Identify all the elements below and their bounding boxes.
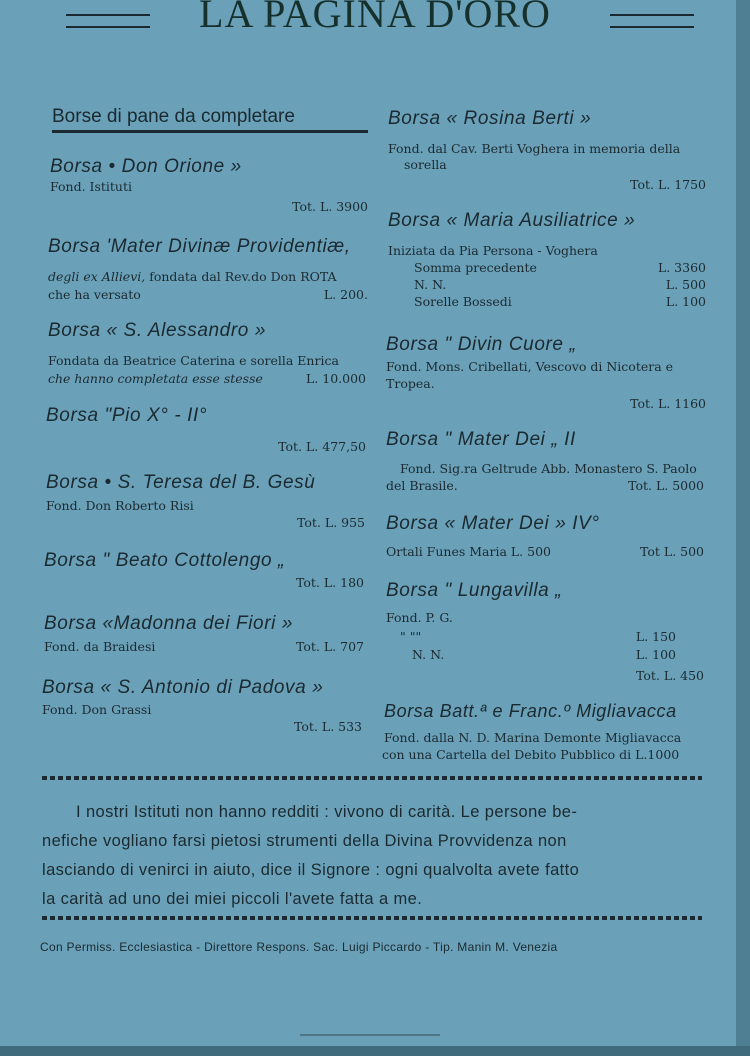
borsa-maria-ausiliatrice-row-label: Somma precedente (414, 260, 537, 275)
appeal-line: I nostri Istituti non hanno redditi : vivono di carità. Le persone be- (76, 803, 578, 821)
borsa-mater-dei-ii-total: Tot. L. 5000 (628, 478, 704, 493)
borsa-madonna-fiori-total: Tot. L. 707 (296, 639, 364, 654)
borsa-s-antonio-total: Tot. L. 533 (294, 719, 362, 734)
masthead (0, 0, 736, 44)
borsa-pio-x-total: Tot. L. 477,50 (278, 439, 366, 454)
borsa-cottolengo-total: Tot. L. 180 (296, 575, 364, 590)
borsa-madonna-fiori-title: Borsa «Madonna dei Fiori » (44, 613, 294, 634)
borsa-rosina-berti-title: Borsa « Rosina Berti » (388, 108, 592, 129)
printer-mark (300, 1034, 440, 1036)
borsa-lungavilla-line: Fond. P. G. (386, 610, 453, 625)
appeal-line: nefiche vogliano farsi pietosi strumenti della Divina Provvidenza non (42, 832, 567, 850)
borsa-maria-ausiliatrice-row-label: Sorelle Bossedi (414, 294, 512, 309)
borsa-s-alessandro-line2: che hanno completata esse stesse (48, 371, 263, 386)
borsa-s-alessandro-line1: Fondata da Beatrice Caterina e sorella Enrica (48, 353, 339, 368)
appeal-line: la carità ad uno dei miei piccoli l'avete fatta a me. (42, 890, 423, 908)
borsa-mater-dei-ii-line2: del Brasile. (386, 478, 458, 493)
ornamental-rule-top (42, 776, 702, 780)
page-bottom-edge (0, 1046, 750, 1056)
page-title: LA PAGINA D'ORO (199, 0, 551, 36)
borsa-rosina-berti-total: Tot. L. 1750 (630, 177, 706, 192)
borsa-maria-ausiliatrice-row-value: L. 3360 (657, 260, 706, 275)
section-heading: Borse di pane da completare (52, 106, 295, 127)
borsa-don-orione-title: Borsa • Don Orione » (50, 156, 242, 177)
borsa-mater-dei-ii-title: Borsa " Mater Dei „ II (386, 429, 576, 450)
borsa-s-teresa-total: Tot. L. 955 (297, 515, 365, 530)
borsa-divin-cuore-title: Borsa " Divin Cuore „ (386, 334, 577, 355)
borsa-lungavilla-title: Borsa " Lungavilla „ (386, 580, 563, 601)
borsa-maria-ausiliatrice-line: Iniziata da Pia Persona - Voghera (388, 243, 598, 258)
masthead-rule-left (66, 14, 150, 28)
borsa-lungavilla-value-2: L. 100 (635, 647, 676, 662)
borsa-lungavilla-value-1: L. 150 (635, 629, 676, 644)
borsa-mater-divinae-line2: che ha versato (48, 287, 141, 302)
borsa-pio-x-title: Borsa "Pio X° - II° (46, 405, 208, 426)
borsa-mater-divinae-donor: degli ex Allievi, (48, 269, 146, 284)
section-heading-underline (52, 130, 368, 133)
ornamental-rule-bottom (42, 916, 702, 920)
borsa-mater-dei-iv-line: Ortali Funes Maria L. 500 (386, 544, 551, 559)
borsa-divin-cuore-line2: Tropea. (386, 376, 435, 391)
borsa-s-antonio-line: Fond. Don Grassi (42, 702, 152, 717)
borsa-migliavacca-line1: Fond. dalla N. D. Marina Demonte Migliavacca (384, 730, 682, 745)
borsa-maria-ausiliatrice-row-label: N. N. (414, 277, 447, 292)
masthead-rule-right (610, 14, 694, 28)
borsa-mater-dei-ii-line1: Fond. Sig.ra Geltrude Abb. Monastero S. Paolo (400, 461, 697, 476)
borsa-rosina-berti-line2: sorella (404, 157, 447, 172)
borsa-s-antonio-title: Borsa « S. Antonio di Padova » (42, 677, 324, 698)
borsa-migliavacca-line2: con una Cartella del Debito Pubblico di L.1000 (382, 747, 680, 762)
borsa-maria-ausiliatrice-row-value: L. 500 (665, 277, 706, 292)
borsa-madonna-fiori-line: Fond. da Braidesi (44, 639, 156, 654)
imprint-footer: Con Permiss. Ecclesiastica - Direttore Respons. Sac. Luigi Piccardo - Tip. Manin M. Venezia (40, 940, 558, 954)
appeal-line: lasciando di venirci in aiuto, dice il Signore : ogni qualvolta avete fatto (42, 861, 580, 879)
borsa-mater-dei-iv-title: Borsa « Mater Dei » IV° (386, 513, 600, 534)
borsa-mater-divinae-title: Borsa 'Mater Divinæ Providentiæ, (48, 236, 351, 257)
borsa-don-orione-total: Tot. L. 3900 (292, 199, 368, 214)
borsa-lungavilla-nn: N. N. (412, 647, 445, 662)
borsa-lungavilla-total: Tot. L. 450 (636, 668, 704, 683)
borsa-cottolengo-title: Borsa " Beato Cottolengo „ (44, 550, 285, 571)
borsa-rosina-berti-line1: Fond. dal Cav. Berti Voghera in memoria della (388, 141, 681, 156)
borsa-mater-divinae-amount: L. 200. (323, 287, 368, 302)
borsa-migliavacca-title: Borsa Batt.ª e Franc.º Migliavacca (384, 701, 677, 721)
borsa-divin-cuore-line1: Fond. Mons. Cribellati, Vescovo di Nicotera e (386, 359, 674, 374)
borsa-s-alessandro-title: Borsa « S. Alessandro » (48, 320, 266, 341)
borsa-s-teresa-title: Borsa • S. Teresa del B. Gesù (46, 472, 316, 493)
borsa-don-orione-line: Fond. Istituti (50, 179, 132, 194)
borsa-maria-ausiliatrice-title: Borsa « Maria Ausiliatrice » (388, 210, 636, 231)
borsa-divin-cuore-total: Tot. L. 1160 (630, 396, 706, 411)
page-edge-shadow (736, 0, 750, 1056)
borsa-maria-ausiliatrice-row-value: L. 100 (665, 294, 706, 309)
borsa-mater-divinae-founder: fondata dal Rev.do Don ROTA (149, 269, 337, 284)
borsa-mater-dei-iv-total: Tot L. 500 (640, 544, 704, 559)
borsa-lungavilla-ditto: " "" (400, 629, 422, 644)
borsa-s-teresa-line: Fond. Don Roberto Risi (46, 498, 194, 513)
borsa-s-alessandro-amount: L. 10.000 (306, 371, 366, 386)
